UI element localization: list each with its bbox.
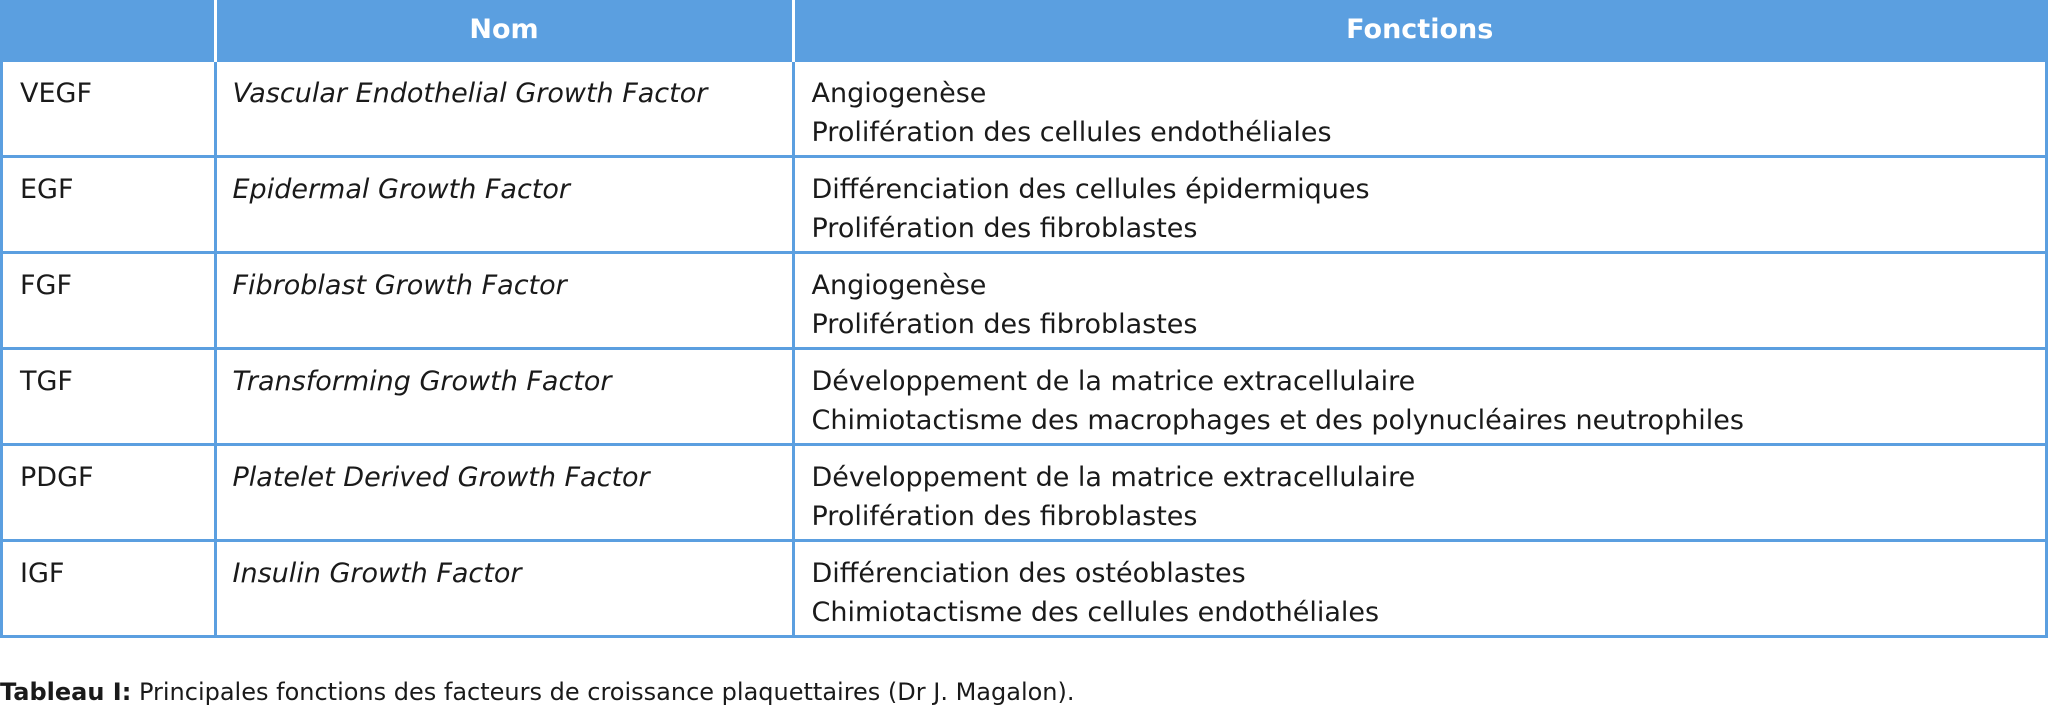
function-line: Différenciation des cellules épidermiques: [811, 174, 1370, 205]
caption-label: Tableau I:: [0, 678, 132, 706]
header-name: Nom: [215, 0, 793, 61]
cell-abbreviation: FGF: [3, 253, 215, 349]
function-line: Prolifération des fibroblastes: [811, 501, 1198, 532]
function-line: Développement de la matrice extracellulaire: [811, 366, 1416, 397]
table-row: [3, 61, 2045, 157]
cell-functions: [793, 253, 2045, 349]
cell-abbreviation: VEGF: [3, 61, 215, 157]
cell-name: Epidermal Growth Factor: [215, 157, 793, 253]
cell-name: Vascular Endothelial Growth Factor: [215, 61, 793, 157]
header-abbreviation: [3, 0, 215, 61]
growth-factor-table: [3, 0, 2045, 637]
cell-functions: [793, 445, 2045, 541]
function-line: Développement de la matrice extracellulaire: [811, 462, 1416, 493]
cell-name: Transforming Growth Factor: [215, 349, 793, 445]
cell-functions: [793, 541, 2045, 637]
cell-functions: [793, 349, 2045, 445]
table-row: [3, 541, 2045, 637]
function-line: Angiogenèse: [811, 78, 987, 109]
function-line: Chimiotactisme des macrophages et des polynucléaires neutrophiles: [811, 405, 1744, 436]
cell-abbreviation: IGF: [3, 541, 215, 637]
cell-name: Fibroblast Growth Factor: [215, 253, 793, 349]
cell-functions: [793, 157, 2045, 253]
function-line: Prolifération des cellules endothéliales: [811, 117, 1332, 148]
cell-abbreviation: TGF: [3, 349, 215, 445]
cell-name: Insulin Growth Factor: [215, 541, 793, 637]
table-row: [3, 157, 2045, 253]
function-line: Angiogenèse: [811, 270, 987, 301]
function-line: Différenciation des ostéoblastes: [811, 558, 1246, 589]
table-row: [3, 253, 2045, 349]
table-header-row: [3, 0, 2045, 61]
function-line: Prolifération des fibroblastes: [811, 309, 1198, 340]
cell-name: Platelet Derived Growth Factor: [215, 445, 793, 541]
function-line: Prolifération des fibroblastes: [811, 213, 1198, 244]
function-line: Chimiotactisme des cellules endothéliales: [811, 597, 1380, 628]
table-row: [3, 349, 2045, 445]
caption-text: Principales fonctions des facteurs de croissance plaquettaires (Dr J. Magalon).: [131, 678, 1075, 706]
table-caption: [0, 678, 1075, 706]
table-row: [3, 445, 2045, 541]
cell-abbreviation: EGF: [3, 157, 215, 253]
header-functions: Fonctions: [793, 0, 2045, 61]
cell-functions: [793, 61, 2045, 157]
cell-abbreviation: PDGF: [3, 445, 215, 541]
